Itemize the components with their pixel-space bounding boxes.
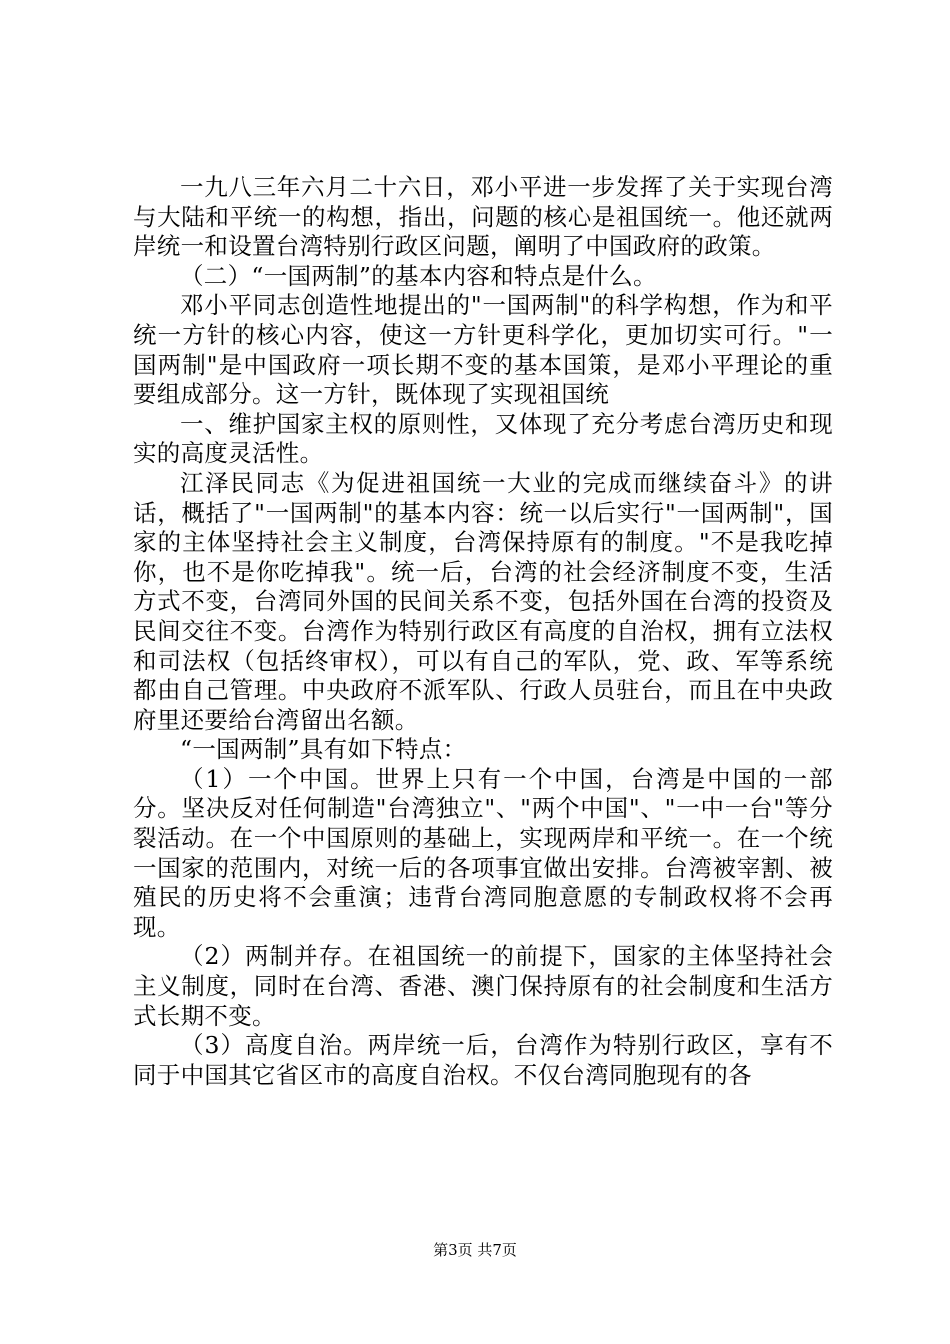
paragraph-6: “一国两制”具有如下特点： — [180, 735, 467, 764]
paragraph-9: （3）高度自治。两岸统一后，台湾作为特别行政区，享有不同于中国其它省区市的高度自治权。不仅台湾同胞现有的各 — [133, 1031, 833, 1089]
paragraph-5: 江泽民同志《为促进祖国统一大业的完成而继续奋斗》的讲话，概括了"一国两制"的基本内容：统一以后实行"一国两制"，国家的主体坚持社会主义制度，台湾保持原有的制度。"不是我吃掉你，也不是你吃掉我"。统一后，台湾的社会经济制度不变，生活方式不变，台湾同外国的民间关系不变，包括外国在台湾的投资及民间交往不变。台湾作为特别行政区有高度的自治权，拥有立法权和司法权（包括终审权），可以有自己的军队，党、政、军等系统都由自己管理。中央政府不派军队、行政人员驻台，而且在中央政府里还要给台湾留出名额。 — [133, 468, 833, 734]
paragraph-2: （二）“一国两制”的基本内容和特点是什么。 — [180, 261, 657, 290]
paragraph-7: （1）一个中国。世界上只有一个中国，台湾是中国的一部分。坚决反对任何制造"台湾独立"、"两个中国"、"一中一台"等分裂活动。在一个中国原则的基础上，实现两岸和平统一。在一个统一国家的范围内，对统一后的各项事宜做出安排。台湾被宰割、被殖民的历史将不会重演；违背台湾同胞意愿的专制政权将不会再现。 — [133, 764, 833, 941]
paragraph-4: 一、维护国家主权的原则性，又体现了充分考虑台湾历史和现实的高度灵活性。 — [133, 409, 833, 468]
paragraph-8: （2）两制并存。在祖国统一的前提下，国家的主体坚持社会主义制度，同时在台湾、香港、澳门保持原有的社会制度和生活方式长期不变。 — [133, 942, 833, 1030]
document-body — [133, 173, 833, 1090]
page-number: 第3页 共7页 — [433, 1241, 517, 1259]
paragraph-1: 一九八三年六月二十六日，邓小平进一步发挥了关于实现台湾与大陆和平统一的构想，指出，问题的核心是祖国统一。他还就两岸统一和设置台湾特别行政区问题，阐明了中国政府的政策。 — [133, 173, 833, 261]
paragraph-3: 邓小平同志创造性地提出的"一国两制"的科学构想，作为和平统一方针的核心内容，使这一方针更科学化，更加切实可行。"一国两制"是中国政府一项长期不变的基本国策，是邓小平理论的重要组成部分。这一方针，既体现了实现祖国统 — [133, 291, 833, 409]
page-footer — [0, 1240, 950, 1260]
